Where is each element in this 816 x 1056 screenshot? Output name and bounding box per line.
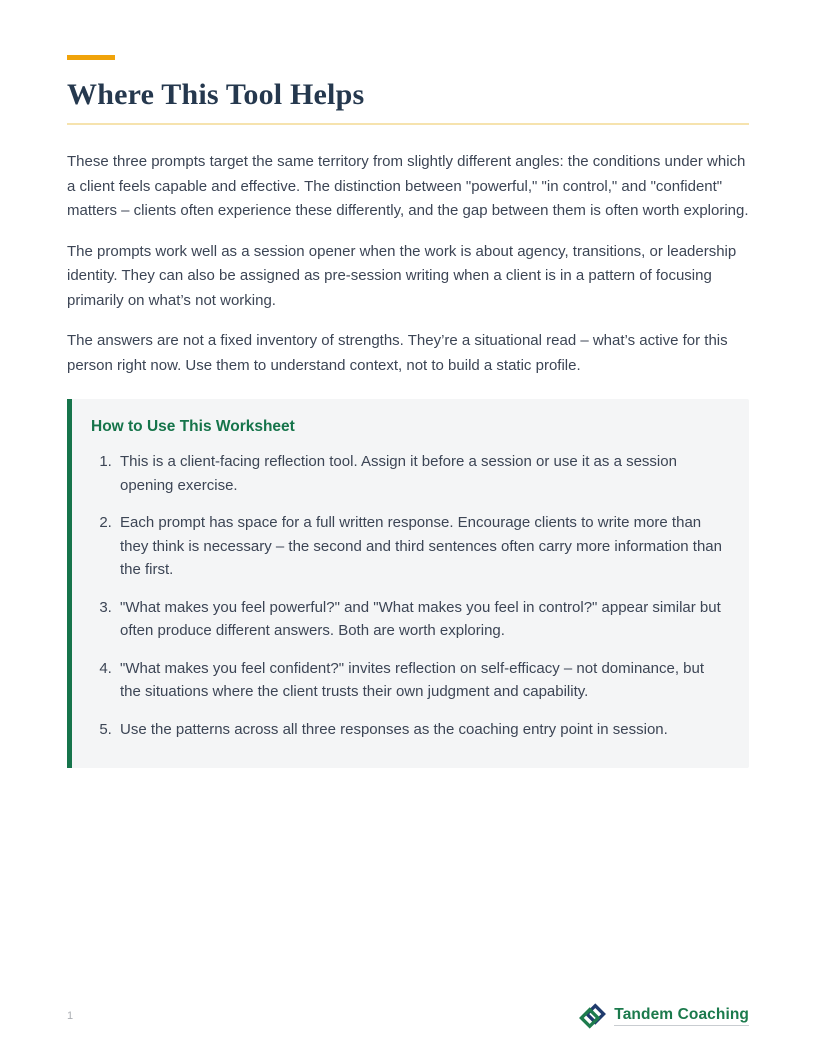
- intro-paragraph-2: The prompts work well as a session opener when the work is about agency, transitions, or leadership identity. They can also be assigned as pre-session writing when a client is in a pattern of focusing primarily on what’s not working.: [67, 242, 737, 309]
- accent-bar: [67, 55, 115, 60]
- page-title: Where This Tool Helps: [67, 78, 365, 111]
- brand-logo-link[interactable]: [579, 1003, 749, 1029]
- list-item: 2. Each prompt has space for a full written response. Encourage clients to write more than they think is necessary – the second and third sentences often carry more information than the first.: [116, 511, 723, 582]
- callout-title: How to Use This Worksheet: [91, 418, 295, 435]
- list-item: 1. This is a client-facing reflection tool. Assign it before a session or use it as a session opening exercise.: [116, 450, 723, 497]
- page-content: [0, 55, 816, 768]
- title-rule: [67, 123, 749, 125]
- brand-name: Tandem Coaching: [614, 1006, 749, 1026]
- list-item: 4. "What makes you feel confident?" invites reflection on self-efficacy – not dominance, but the situations where the client trusts their own judgment and capability.: [116, 657, 723, 704]
- page-number: 1: [67, 1010, 74, 1022]
- how-to-use-callout: [67, 399, 749, 768]
- how-to-use-list: [91, 450, 723, 741]
- intro-paragraph-1: These three prompts target the same territory from slightly different angles: the conditions under which a client feels capable and effective. The distinction between "powerful," "in control," and "confident" matters – clients often experience these differently, and the gap between them is often worth exploring.: [67, 153, 749, 219]
- list-item: 5. Use the patterns across all three responses as the coaching entry point in session.: [116, 718, 723, 742]
- tandem-diamonds-icon: [579, 1003, 606, 1029]
- intro-paragraph-3: The answers are not a fixed inventory of strengths. They’re a situational read – what’s active for this person right now. Use them to understand context, not to build a static profile.: [67, 332, 728, 374]
- page-footer: [67, 1003, 749, 1029]
- list-item: 3. "What makes you feel powerful?" and "What makes you feel in control?" appear similar but often produce different answers. Both are worth exploring.: [116, 596, 723, 643]
